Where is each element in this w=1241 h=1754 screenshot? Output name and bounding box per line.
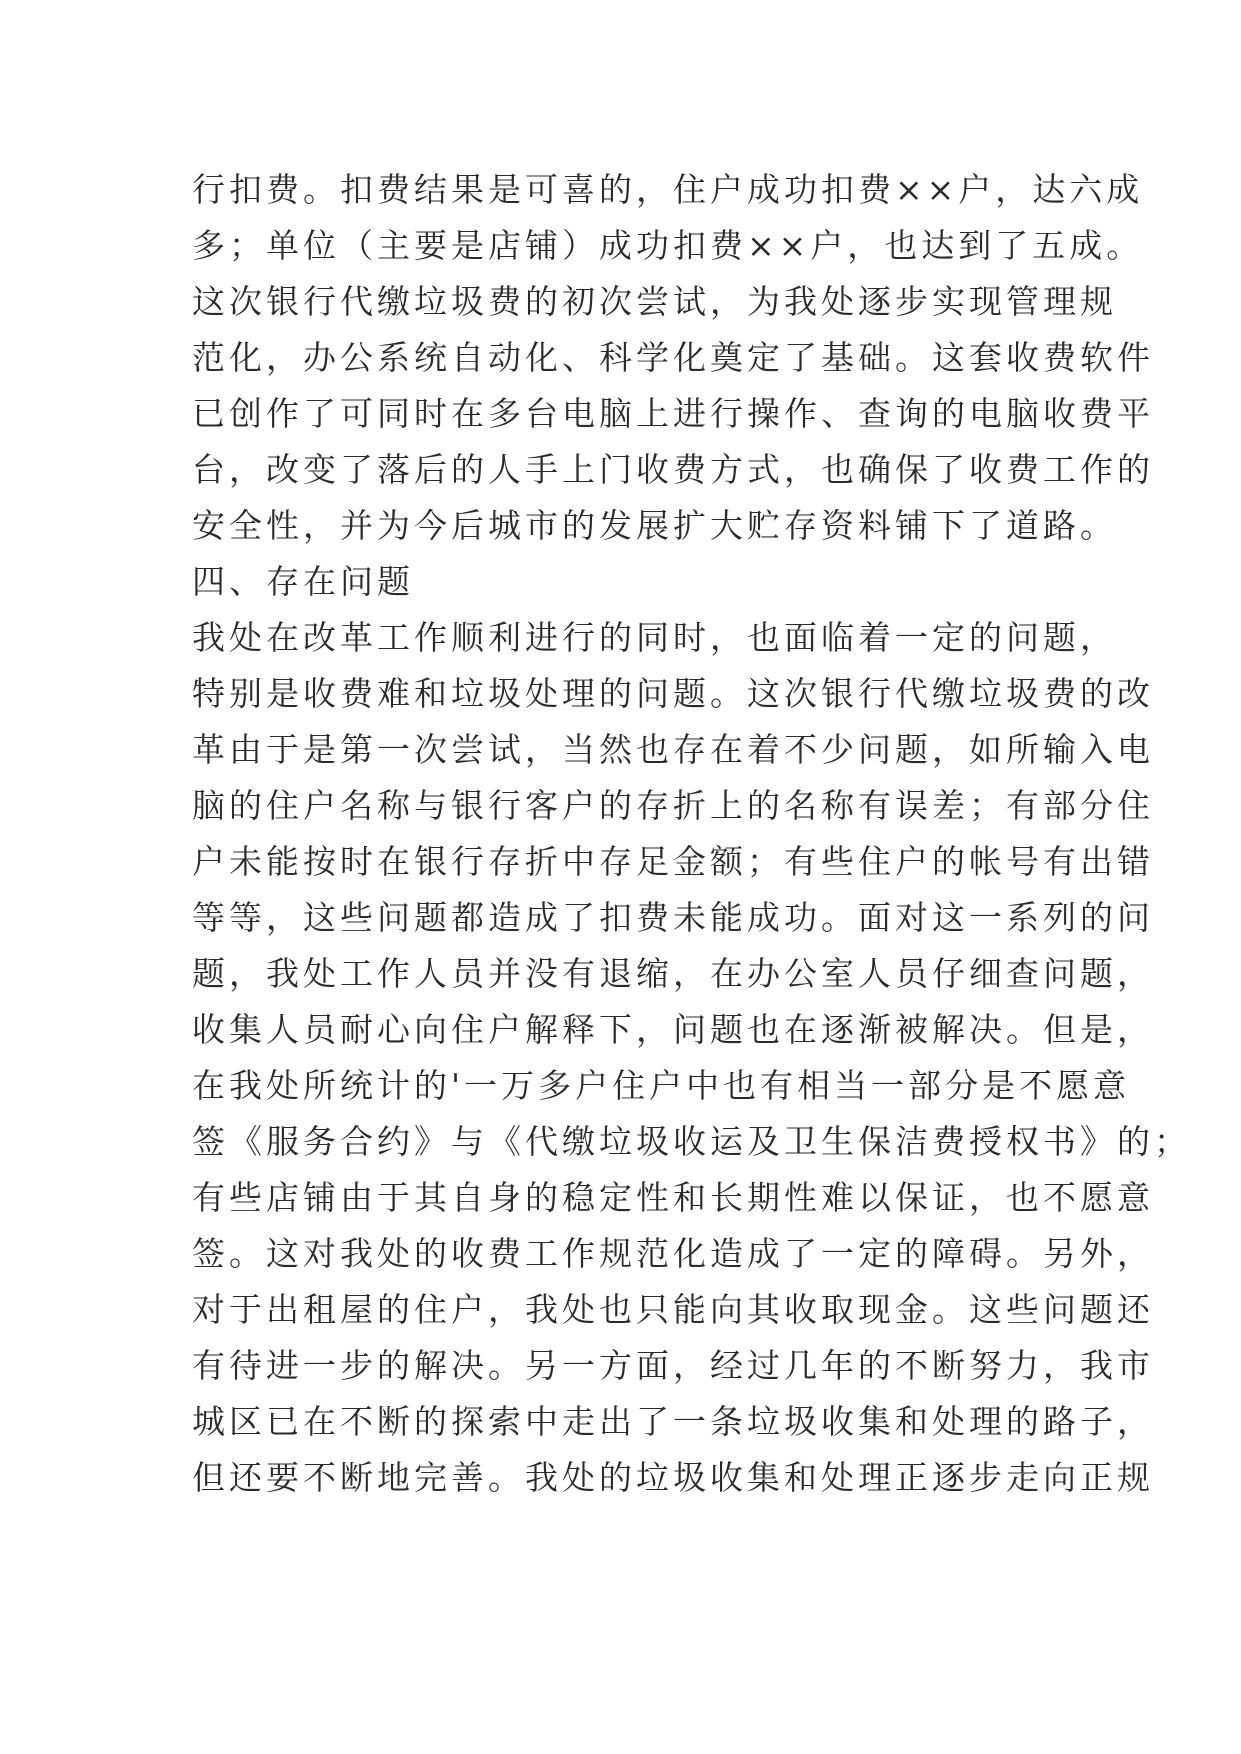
body-text bbox=[192, 162, 1191, 1506]
text-line: 已创作了可同时在多台电脑上进行操作、查询的电脑收费平 bbox=[192, 394, 1154, 433]
text-line: 签《服务合约》与《代缴垃圾收运及卫生保洁费授权书》的； bbox=[192, 1122, 1191, 1161]
text-line: 革由于是第一次尝试，当然也存在着不少问题，如所输入电 bbox=[192, 730, 1154, 769]
text-line: 在我处所统计的'一万多户住户中也有相当一部分是不愿意 bbox=[192, 1066, 1131, 1105]
text-line: 题，我处工作人员并没有退缩，在办公室人员仔细查问题， bbox=[192, 954, 1154, 993]
text-line: 我处在改革工作顺利进行的同时，也面临着一定的问题， bbox=[192, 618, 1117, 657]
section-heading: 四、存在问题 bbox=[192, 562, 414, 601]
text-line: 对于出租屋的住户，我处也只能向其收取现金。这些问题还 bbox=[192, 1290, 1154, 1329]
text-line: 等等，这些问题都造成了扣费未能成功。面对这一系列的问 bbox=[192, 898, 1154, 937]
text-line: 脑的住户名称与银行客户的存折上的名称有误差；有部分住 bbox=[192, 786, 1154, 825]
text-line: 城区已在不断的探索中走出了一条垃圾收集和处理的路子， bbox=[192, 1402, 1154, 1441]
text-line: 行扣费。扣费结果是可喜的，住户成功扣费××户，达六成 bbox=[192, 170, 1144, 209]
text-line: 范化，办公系统自动化、科学化奠定了基础。这套收费软件 bbox=[192, 338, 1154, 377]
text-line: 户未能按时在银行存折中存足金额；有些住户的帐号有出错 bbox=[192, 842, 1154, 881]
text-line: 台，改变了落后的人手上门收费方式，也确保了收费工作的 bbox=[192, 450, 1154, 489]
text-line: 特别是收费难和垃圾处理的问题。这次银行代缴垃圾费的改 bbox=[192, 674, 1154, 713]
text-line: 有待进一步的解决。另一方面，经过几年的不断努力，我市 bbox=[192, 1346, 1154, 1385]
text-line: 有些店铺由于其自身的稳定性和长期性难以保证，也不愿意 bbox=[192, 1178, 1154, 1217]
text-line: 安全性，并为今后城市的发展扩大贮存资料铺下了道路。 bbox=[192, 506, 1117, 545]
text-line: 这次银行代缴垃圾费的初次尝试，为我处逐步实现管理规 bbox=[192, 282, 1117, 321]
text-line: 但还要不断地完善。我处的垃圾收集和处理正逐步走向正规 bbox=[192, 1458, 1154, 1497]
text-line: 多；单位（主要是店铺）成功扣费××户，也达到了五成。 bbox=[192, 226, 1144, 265]
text-line: 签。这对我处的收费工作规范化造成了一定的障碍。另外， bbox=[192, 1234, 1154, 1273]
text-line: 收集人员耐心向住户解释下，问题也在逐渐被解决。但是， bbox=[192, 1010, 1154, 1049]
